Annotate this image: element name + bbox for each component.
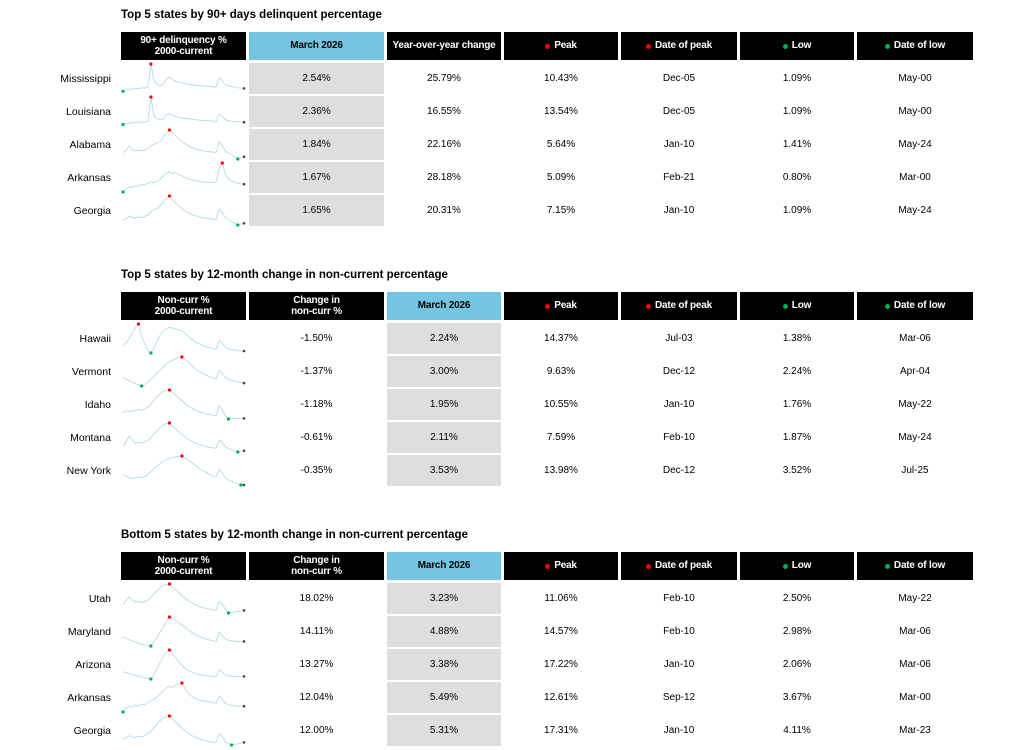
state-label: Idaho — [84, 398, 111, 411]
value-cell: 14.57% — [544, 626, 578, 637]
value-cell: -1.18% — [300, 399, 333, 410]
current-dot-icon — [243, 87, 246, 90]
column-header — [857, 32, 973, 60]
column-header-line — [885, 40, 945, 52]
current-dot-icon — [243, 484, 246, 487]
column-header-label: March 2026 — [417, 300, 471, 312]
column-header-label: Peak — [554, 560, 577, 572]
value-cell: 2.06% — [782, 659, 812, 670]
peak-dot-icon — [168, 714, 171, 717]
state-label: Utah — [88, 592, 111, 605]
value-cell: 22.16% — [427, 139, 461, 150]
value-cell: 1.87% — [782, 432, 812, 443]
red-dot-icon — [545, 44, 550, 49]
value-cell: 3.38% — [387, 649, 501, 680]
column-header-line — [545, 40, 577, 52]
column-header — [121, 32, 246, 60]
value-cell: 1.09% — [782, 73, 812, 84]
table-top5-90plus-delinquent — [0, 8, 1000, 227]
table-row — [0, 194, 1000, 227]
sparkline-cell — [121, 648, 246, 681]
table-row — [0, 421, 1000, 454]
value-cell: 1.41% — [782, 139, 812, 150]
peak-dot-icon — [180, 681, 183, 684]
value-cell: Dec-12 — [662, 465, 696, 476]
column-header-line — [646, 40, 712, 52]
peak-dot-icon — [149, 95, 152, 98]
column-header-sublabel: 2000-current — [154, 566, 213, 577]
value-cell: Mar-06 — [899, 626, 931, 637]
column-header — [249, 32, 384, 60]
column-header-label: March 2026 — [417, 560, 471, 572]
table-row — [0, 161, 1000, 194]
sparkline — [121, 192, 246, 230]
value-cell: 12.04% — [299, 692, 334, 703]
value-cell: 25.79% — [427, 73, 461, 84]
column-header-line — [545, 300, 577, 312]
sparkline-cell — [121, 194, 246, 227]
value-cell: 18.02% — [299, 593, 334, 604]
column-header — [504, 292, 618, 320]
value-cell: Jan-10 — [663, 725, 695, 736]
table-row — [0, 648, 1000, 681]
sparkline-cell — [121, 421, 246, 454]
value-cell: 28.18% — [427, 172, 461, 183]
state-label: Georgia — [73, 204, 111, 217]
value-cell: May-24 — [898, 205, 932, 216]
value-cell: May-00 — [898, 106, 932, 117]
state-label: Mississippi — [60, 72, 111, 85]
value-cell: -1.50% — [300, 333, 333, 344]
sparkline-cell — [121, 582, 246, 615]
value-cell: May-22 — [898, 399, 932, 410]
value-cell: 4.11% — [783, 725, 811, 736]
current-dot-icon — [243, 155, 246, 158]
state-label: New York — [66, 464, 111, 477]
table-top5-noncurrent-change — [0, 268, 1000, 487]
state-label: Maryland — [67, 625, 111, 638]
sparkline-cell — [121, 62, 246, 95]
value-cell: 2.36% — [249, 96, 384, 127]
column-header-label: Peak — [554, 300, 577, 312]
column-header — [387, 292, 501, 320]
column-header — [504, 552, 618, 580]
value-cell: 2.50% — [782, 593, 812, 604]
column-header-label: Non-curr % — [157, 554, 210, 566]
column-header-label: Change in — [293, 554, 340, 566]
column-header-label: Date of peak — [654, 300, 713, 312]
value-cell: 1.38% — [782, 333, 812, 344]
value-cell: 3.53% — [387, 455, 501, 486]
green-dot-icon — [885, 44, 890, 49]
column-header — [249, 552, 384, 580]
value-cell: 17.22% — [544, 659, 578, 670]
table-title: Bottom 5 states by 12-month change in non-current percentage — [121, 529, 468, 541]
table-row — [0, 615, 1000, 648]
value-cell: 1.95% — [387, 389, 501, 420]
value-cell: Jan-10 — [663, 399, 695, 410]
column-header — [621, 292, 737, 320]
column-header — [121, 552, 246, 580]
column-header-label: Date of peak — [654, 560, 713, 572]
value-cell: 1.09% — [782, 106, 812, 117]
column-header — [857, 552, 973, 580]
value-cell: 17.31% — [544, 725, 578, 736]
red-dot-icon — [545, 564, 550, 569]
peak-dot-icon — [180, 454, 183, 457]
header-spacer — [0, 292, 118, 320]
state-label: Montana — [70, 431, 111, 444]
column-header-line — [783, 40, 811, 52]
value-cell: 20.31% — [427, 205, 461, 216]
value-cell: Apr-04 — [899, 366, 930, 377]
value-cell: 7.15% — [546, 205, 576, 216]
value-cell: Sep-12 — [662, 692, 696, 703]
sparkline-cell — [121, 95, 246, 128]
peak-dot-icon — [180, 355, 183, 358]
current-dot-icon — [243, 121, 246, 124]
column-header — [621, 552, 737, 580]
peak-dot-icon — [168, 128, 171, 131]
table-row — [0, 388, 1000, 421]
value-cell: 12.00% — [299, 725, 334, 736]
table-row — [0, 582, 1000, 615]
value-cell: 5.49% — [387, 682, 501, 713]
value-cell: Mar-06 — [899, 659, 931, 670]
column-header-sublabel: 2000-current — [154, 306, 213, 317]
sparkline-cell — [121, 681, 246, 714]
value-cell: Mar-00 — [899, 172, 931, 183]
value-cell: Feb-10 — [663, 593, 695, 604]
value-cell: 1.84% — [249, 129, 384, 160]
current-dot-icon — [243, 382, 246, 385]
table-title: Top 5 states by 90+ days delinquent percentage — [121, 9, 382, 21]
value-cell: 3.00% — [387, 356, 501, 387]
sparkline — [121, 712, 246, 750]
table-bottom5-noncurrent-change — [0, 528, 1000, 747]
column-header-sublabel: non-curr % — [291, 566, 342, 577]
column-header — [121, 292, 246, 320]
column-header-sublabel: 2000-current — [154, 46, 213, 57]
column-header-label: Date of low — [893, 560, 946, 572]
sparkline-cell — [121, 388, 246, 421]
column-header-line — [545, 560, 577, 572]
column-header-line — [646, 300, 712, 312]
header-spacer — [0, 552, 118, 580]
value-cell: Feb-10 — [663, 626, 695, 637]
value-cell: -0.61% — [300, 432, 333, 443]
value-cell: May-00 — [898, 73, 932, 84]
table-rows — [0, 62, 1000, 227]
value-cell: 11.06% — [544, 593, 578, 604]
column-header — [387, 32, 501, 60]
table-row — [0, 95, 1000, 128]
sparkline-cell — [121, 454, 246, 487]
green-dot-icon — [783, 564, 788, 569]
sparkline — [121, 452, 246, 490]
column-header-line — [783, 300, 811, 312]
table-header-row — [0, 552, 1000, 580]
sparkline-cell — [121, 714, 246, 747]
table-rows — [0, 582, 1000, 747]
current-dot-icon — [243, 222, 246, 225]
current-dot-icon — [243, 640, 246, 643]
low-dot-icon — [230, 743, 233, 746]
red-dot-icon — [545, 304, 550, 309]
table-header-row — [0, 32, 1000, 60]
peak-dot-icon — [221, 161, 224, 164]
column-header — [740, 552, 854, 580]
green-dot-icon — [885, 304, 890, 309]
value-cell: 2.98% — [782, 626, 812, 637]
value-cell: Jan-10 — [663, 659, 695, 670]
table-row — [0, 62, 1000, 95]
current-dot-icon — [243, 675, 246, 678]
peak-dot-icon — [168, 421, 171, 424]
table-title: Top 5 states by 12-month change in non-current percentage — [121, 269, 448, 281]
column-header-line — [646, 560, 712, 572]
value-cell: 2.11% — [387, 422, 501, 453]
value-cell: Feb-10 — [663, 432, 695, 443]
value-cell: 5.09% — [546, 172, 576, 183]
value-cell: 16.55% — [427, 106, 461, 117]
value-cell: 13.98% — [544, 465, 578, 476]
value-cell: 9.63% — [546, 366, 576, 377]
value-cell: 3.67% — [782, 692, 812, 703]
value-cell: Mar-23 — [899, 725, 931, 736]
value-cell: Mar-00 — [899, 692, 931, 703]
value-cell: 12.61% — [544, 692, 578, 703]
value-cell: 7.59% — [546, 432, 576, 443]
column-header-label: Date of low — [893, 40, 946, 52]
low-dot-icon — [236, 223, 239, 226]
state-label: Hawaii — [79, 332, 111, 345]
peak-dot-icon — [168, 615, 171, 618]
value-cell: Jan-10 — [663, 139, 695, 150]
value-cell: 2.24% — [782, 366, 812, 377]
value-cell: Mar-06 — [899, 333, 931, 344]
value-cell: Feb-21 — [663, 172, 695, 183]
value-cell: 2.24% — [387, 323, 501, 354]
column-header-label: 90+ delinquency % — [140, 34, 227, 46]
state-label: Alabama — [69, 138, 111, 151]
column-header-line — [783, 560, 811, 572]
sparkline-cell — [121, 161, 246, 194]
state-label: Arkansas — [67, 691, 111, 704]
column-header-label: Year-over-year change — [392, 40, 496, 52]
state-label: Louisiana — [66, 105, 111, 118]
state-label: Arizona — [75, 658, 111, 671]
peak-dot-icon — [149, 62, 152, 65]
sparkline-cell — [121, 615, 246, 648]
current-dot-icon — [243, 609, 246, 612]
column-header — [387, 552, 501, 580]
table-rows — [0, 322, 1000, 487]
value-cell: Dec-05 — [662, 106, 696, 117]
value-cell: 3.23% — [387, 583, 501, 614]
column-header — [740, 32, 854, 60]
state-label: Georgia — [73, 724, 111, 737]
value-cell: 2.54% — [249, 63, 384, 94]
value-cell: 10.55% — [544, 399, 578, 410]
column-header-label: Date of low — [893, 300, 946, 312]
header-spacer — [0, 32, 118, 60]
value-cell: May-24 — [898, 139, 932, 150]
peak-dot-icon — [168, 648, 171, 651]
value-cell: 5.31% — [387, 715, 501, 746]
value-cell: -0.35% — [300, 465, 333, 476]
column-header-line — [885, 560, 945, 572]
column-header-sublabel: non-curr % — [291, 306, 342, 317]
green-dot-icon — [783, 304, 788, 309]
column-header — [504, 32, 618, 60]
value-cell: Dec-12 — [662, 366, 696, 377]
sparkline-cell — [121, 355, 246, 388]
current-dot-icon — [243, 183, 246, 186]
sparkline-cell — [121, 322, 246, 355]
value-cell: 4.88% — [387, 616, 501, 647]
value-cell: Jan-10 — [663, 205, 695, 216]
column-header — [857, 292, 973, 320]
value-cell: 1.67% — [249, 162, 384, 193]
table-row — [0, 322, 1000, 355]
table-row — [0, 714, 1000, 747]
value-cell: 3.52% — [782, 465, 812, 476]
value-cell: Dec-05 — [662, 73, 696, 84]
column-header-label: Date of peak — [654, 40, 713, 52]
state-label: Arkansas — [67, 171, 111, 184]
value-cell: 1.09% — [782, 205, 812, 216]
column-header-label: Low — [791, 300, 812, 312]
value-cell: 13.54% — [544, 106, 578, 117]
current-dot-icon — [243, 741, 246, 744]
peak-dot-icon — [168, 194, 171, 197]
value-cell: 1.65% — [249, 195, 384, 226]
green-dot-icon — [885, 564, 890, 569]
value-cell: 14.11% — [299, 626, 334, 637]
table-row — [0, 355, 1000, 388]
value-cell: 0.80% — [782, 172, 812, 183]
column-header-label: Low — [791, 560, 812, 572]
red-dot-icon — [646, 304, 651, 309]
red-dot-icon — [646, 564, 651, 569]
value-cell: May-24 — [898, 432, 932, 443]
value-cell: 5.64% — [546, 139, 576, 150]
column-header-label: Low — [791, 40, 812, 52]
current-dot-icon — [243, 350, 246, 353]
column-header — [249, 292, 384, 320]
value-cell: Jul-03 — [665, 333, 693, 344]
value-cell: 14.37% — [544, 333, 578, 344]
state-label: Vermont — [71, 365, 111, 378]
column-header-label: Change in — [293, 294, 340, 306]
current-dot-icon — [243, 705, 246, 708]
peak-dot-icon — [168, 388, 171, 391]
column-header-label: Non-curr % — [157, 294, 210, 306]
green-dot-icon — [783, 44, 788, 49]
table-row — [0, 454, 1000, 487]
value-cell: 13.27% — [299, 659, 334, 670]
low-dot-icon — [239, 483, 242, 486]
column-header — [621, 32, 737, 60]
table-row — [0, 681, 1000, 714]
column-header — [740, 292, 854, 320]
value-cell: 10.43% — [544, 73, 578, 84]
red-dot-icon — [646, 44, 651, 49]
column-header-line — [885, 300, 945, 312]
value-cell: May-22 — [898, 593, 932, 604]
column-header-label: March 2026 — [290, 40, 343, 52]
value-cell: Jul-25 — [901, 465, 929, 476]
peak-dot-icon — [168, 582, 171, 585]
table-row — [0, 128, 1000, 161]
value-cell: 1.76% — [782, 399, 812, 410]
column-header-label: Peak — [554, 40, 577, 52]
value-cell: -1.37% — [300, 366, 333, 377]
peak-dot-icon — [137, 322, 140, 325]
sparkline-cell — [121, 128, 246, 161]
table-header-row — [0, 292, 1000, 320]
